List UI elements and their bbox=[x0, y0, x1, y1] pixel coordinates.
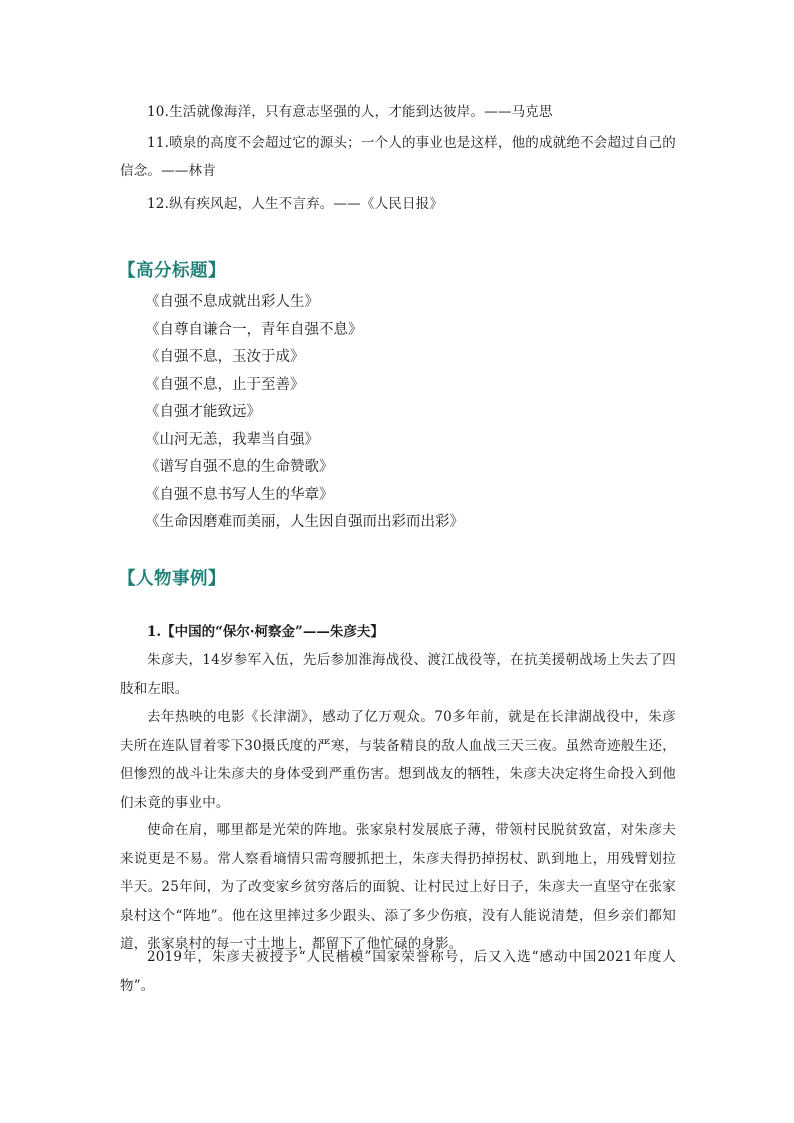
title-item: 《自强不息，玉汝于成》 bbox=[145, 349, 305, 365]
case-paragraph: 2019年，朱彦夫被授予“人民楷模”国家荣誉称号，后又入选“感动中国2021年度人物”。 bbox=[120, 949, 676, 994]
case-paragraph: 去年热映的电影《长津湖》，感动了亿万观众。70多年前，就是在长津湖战役中，朱彦夫所在连队冒着零下30摄氏度的严寒，与装备精良的敌人血战三天三夜。虽然奇迹般生还，但惨烈的战斗让朱彦夫的身体受到严重伤害。想到战友的牺牲，朱彦夫决定将生命投入到他们未竟的事业中。 bbox=[120, 709, 676, 811]
title-list bbox=[145, 289, 464, 537]
title-item: 《自尊自谦合一，青年自强不息》 bbox=[145, 321, 363, 338]
title-item: 《自强不息成就出彩人生》 bbox=[145, 294, 319, 310]
case-paragraph: 使命在肩，哪里都是光荣的阵地。张家泉村发展底子薄，带领村民脱贫致富，对朱彦夫来说更是不易。常人察看墒情只需弯腰抓把土，朱彦夫得扔掉拐杖、趴到地上，用残臂划拉半天。25年间，为了改变家乡贫穷落后的面貌、让村民过上好日子，朱彦夫一直坚守在张家泉村这个“阵地”。他在这里摔过多少跟头、添了多少伤痕，没有人能说清楚，但乡亲们都知道，张家泉村的每一寸土地上，都留下了他忙碌的身影。 bbox=[120, 822, 676, 952]
quote-12: 12.纵有疾风起，人生不言弃。——《人民日报》 bbox=[147, 196, 444, 212]
case-heading: 1.【中国的“保尔·柯察金”——朱彦夫】 bbox=[147, 624, 384, 640]
title-item: 《谱写自强不息的生命赞歌》 bbox=[145, 459, 334, 475]
title-item: 《生命因磨难而美丽，人生因自强而出彩而出彩》 bbox=[145, 514, 464, 530]
section-heading-cases: 【人物事例】 bbox=[118, 569, 226, 589]
quote-10: 10.生活就像海洋，只有意志坚强的人，才能到达彼岸。——马克思 bbox=[147, 104, 553, 120]
case-paragraph: 朱彦夫，14岁参军入伍，先后参加淮海战役、渡江战役等，在抗美援朝战场上失去了四肢和左眼。 bbox=[120, 652, 676, 697]
title-item: 《自强才能致远》 bbox=[145, 404, 261, 420]
quote-11: 11.喷泉的高度不会超过它的源头；一个人的事业也是这样，他的成就绝不会超过自己的信念。——林肯 bbox=[120, 135, 676, 179]
title-item: 《自强不息，止于至善》 bbox=[145, 376, 305, 393]
title-item: 《自强不息书写人生的华章》 bbox=[145, 486, 334, 503]
title-item: 《山河无恙，我辈当自强》 bbox=[145, 431, 319, 448]
section-heading-titles: 【高分标题】 bbox=[118, 261, 226, 281]
